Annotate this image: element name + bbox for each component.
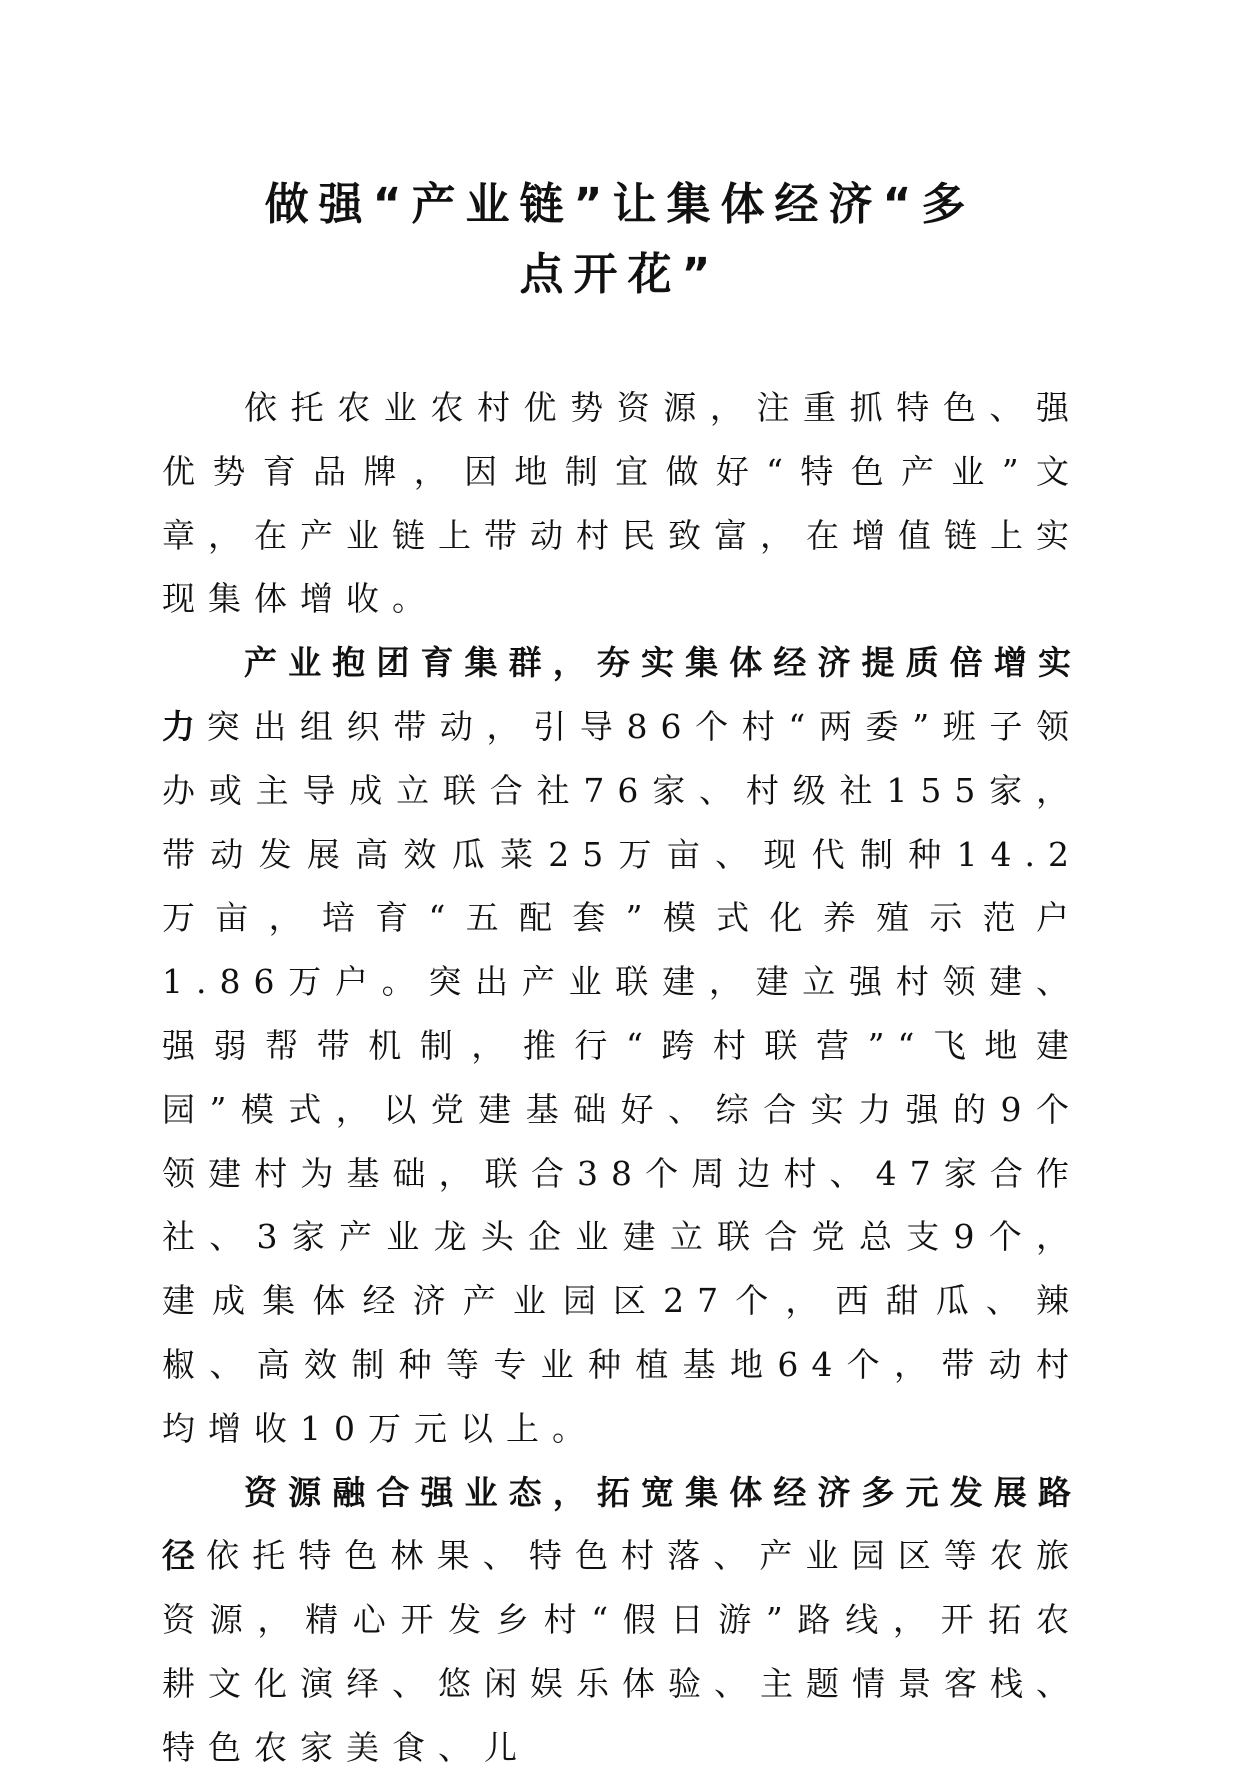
article-body xyxy=(162,376,1082,1780)
paragraph-intro xyxy=(162,376,1082,631)
section-heading: 资源融合强业态，拓宽集体经济多元发展路径 xyxy=(162,1472,1082,1576)
title-line-2: 点开花” xyxy=(519,249,721,300)
paragraph-text: 依托特色林果、特色村落、产业园区等农旅资源，精心开发乡村“假日游”路线，开拓农耕文化演绎、悠闲娱乐体验、主题情景客栈、特色农家美食、儿 xyxy=(162,1536,1083,1767)
paragraph-industry-cluster xyxy=(162,631,1082,1460)
paragraph-resource-integration xyxy=(162,1461,1082,1780)
section-heading: 产业抱团育集群，夯实集体经济提质倍增实力 xyxy=(162,643,1082,746)
paragraph-text: 突出组织带动，引导86个村“两委”班子领办或主导成立联合社76家、村级社155家，带动发展高效瓜菜25万亩、现代制种14.2万亩，培育“五配套”模式化养殖示范户1.86万户。突出产业联建，建立强村领建、强弱帮带机制，推行“跨村联营”“飞地建园”模式，以党建基础好、综合实力强的9个领建村为基础，联合38个周边村、47家合作社、3家产业龙头企业建立联合党总支9个，建成集体经济产业园区27个，西甜瓜、辣椒、高效制种等专业种植基地64个，带动村均增收10万元以上。 xyxy=(162,706,1083,1448)
title-line-1: 做强“产业链”让集体经济“多 xyxy=(264,179,976,230)
paragraph-text: 依托农业农村优势资源，注重抓特色、强优势育品牌，因地制宜做好“特色产业”文章，在产业链上带动村民致富，在增值链上实现集体增收。 xyxy=(162,388,1082,619)
page-title xyxy=(160,170,1080,310)
